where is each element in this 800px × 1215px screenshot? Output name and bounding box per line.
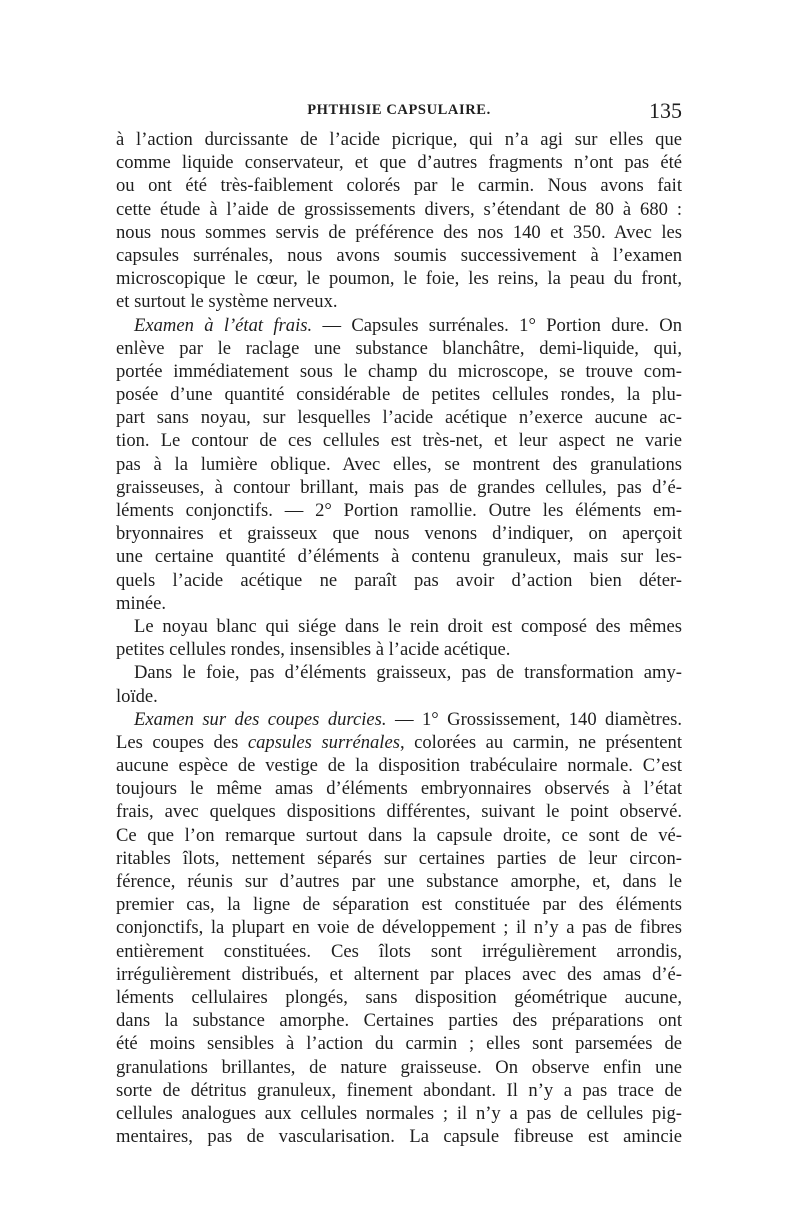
line-text: loïde. [116,685,158,707]
line-text: minée. [116,592,167,614]
text-line [116,893,682,916]
text-line [116,777,682,800]
text-line [116,453,682,476]
text-line [116,870,682,893]
line-text: microscopique le cœur, le poumon, le foie, les reins, la peau du front, [116,268,682,290]
line-text: frais, avec quelques dispositions différentes, suivant le point observé. [116,801,682,823]
line-text: dans la substance amorphe. Certaines parties des préparations ont [116,1010,682,1032]
line-text: léments cellulaires plongés, sans disposition géométrique aucune, [116,986,682,1008]
text-line [116,1079,682,1102]
line-text: portée immédiatement sous le champ du microscope, se trouve com- [116,360,682,382]
line-text: premier cas, la ligne de séparation est constituée par des éléments [116,894,682,916]
text-line [116,661,682,684]
page-number: 135 [649,98,682,123]
line-text: mentaires, pas de vascularisation. La capsule fibreuse est amincie [116,1126,682,1148]
text-line [116,731,682,754]
line-text: posée d’une quantité considérable de petites cellules rondes, la plu- [116,384,682,406]
line-text: cellules analogues aux cellules normales ; il n’y a pas de cellules pig- [116,1102,682,1124]
line-text: — 1° Grossissement, 140 diamètres. [386,708,682,730]
text-line [116,569,682,592]
body-text [116,128,682,1148]
line-text: toujours le même amas d’éléments embryonnaires observés à l’état [116,778,682,800]
line-text: enlève par le raclage une substance blanchâtre, demi-liquide, qui, [116,337,682,359]
line-text: petites cellules rondes, insensibles à l’acide acétique. [116,639,511,661]
text-line [116,708,682,731]
line-text: entièrement constituées. Ces îlots sont irrégulièrement arrondis, [116,940,682,962]
text-line [116,290,682,313]
line-text: comme liquide conservateur, et que d’autres fragments n’ont pas été [116,152,682,174]
text-line [116,522,682,545]
line-text: férence, réunis sur d’autres par une substance amorphe, et, dans le [116,871,682,892]
line-text: capsules surrénales, nous avons soumis successivement à l’examen [116,244,682,266]
line-text: quels l’acide acétique ne paraît pas avoir d’action bien déter- [116,569,682,591]
running-title: PHTHISIE CAPSULAIRE. [307,102,491,118]
text-line [116,685,682,708]
text-line [116,963,682,986]
line-text: Ce que l’on remarque surtout dans la capsule droite, ce sont de vé- [116,824,682,846]
line-text: Le noyau blanc qui siége dans le rein droit est composé des mêmes [134,615,682,637]
italic-lead: Examen sur des coupes durcies. [134,708,387,730]
text-line [116,360,682,383]
text-line [116,916,682,939]
line-text: Dans le foie, pas d’éléments graisseux, pas de transformation amy- [134,662,682,684]
text-line [116,545,682,568]
line-text: à l’action durcissante de l’acide picrique, qui n’a agi sur elles que [116,129,682,150]
line-text: part sans noyau, sur lesquelles l’acide acétique n’exerce aucune ac- [116,407,682,429]
text-line [116,406,682,429]
line-text: nous nous sommes servis de préférence des nos 140 et 350. Avec les [116,221,682,243]
line-text: été moins sensibles à l’action du carmin ; elles sont parsemées de [116,1033,682,1055]
text-line [116,267,682,290]
text-line [116,1056,682,1079]
text-line [116,476,682,499]
line-text: — Capsules surrénales. 1° Portion dure. On [312,314,682,336]
line-text: granulations brillantes, de nature graisseuse. On observe enfin une [116,1056,682,1078]
line-text: bryonnaires et graisseux que nous venons d’indiquer, on aperçoit [116,523,682,545]
line-text: sorte de détritus granuleux, finement abondant. Il n’y a pas trace de [116,1079,682,1101]
line-text: et surtout le système nerveux. [116,291,338,313]
line-text: une certaine quantité d’éléments à contenu granuleux, mais sur les- [116,546,682,568]
text-line [116,800,682,823]
line-text: léments conjonctifs. — 2° Portion ramollie. Outre les éléments em- [116,500,682,521]
text-line [116,615,682,638]
line-text: aucune espèce de vestige de la disposition trabéculaire normale. C’est [116,755,682,777]
text-line [116,1125,682,1148]
text-line [116,244,682,267]
line-text: Les coupes des [116,731,248,753]
text-line [116,1009,682,1032]
text-line [116,499,682,522]
text-line [116,847,682,870]
line-text: pas à la lumière oblique. Avec elles, se montrent des granulations [116,453,682,475]
text-line [116,337,682,360]
line-text: tion. Le contour de ces cellules est très-net, et leur aspect ne varie [116,430,682,452]
text-line [116,1102,682,1125]
text-line [116,1032,682,1055]
text-line [116,221,682,244]
text-line [116,940,682,963]
italic-lead: Examen à l’état frais. [134,314,313,336]
text-line [116,151,682,174]
line-text: conjonctifs, la plupart en voie de développement ; il n’y a pas de fibres [116,917,682,939]
line-text: graisseuses, à contour brillant, mais pas de grandes cellules, pas d’é- [116,476,682,498]
line-text: ou ont été très-faiblement colorés par le carmin. Nous avons fait [116,175,682,197]
text-line [116,198,682,221]
page-header [116,98,682,122]
text-line [116,592,682,615]
line-text: ritables îlots, nettement séparés sur certaines parties de leur circon- [116,847,682,869]
text-line [116,638,682,661]
line-text: irrégulièrement distribués, et alternent par places avec des amas d’é- [116,963,682,985]
text-line [116,429,682,452]
text-line [116,986,682,1009]
text-line [116,314,682,337]
text-line [116,824,682,847]
italic-phrase: capsules surrénales [247,731,400,753]
text-line [116,128,682,151]
text-line [116,383,682,406]
line-text: cette étude à l’aide de grossissements divers, s’étendant de 80 à 680 : [116,198,682,220]
text-line [116,754,682,777]
text-line [116,174,682,197]
line-tail: , colorées au carmin, ne présentent [399,731,682,753]
